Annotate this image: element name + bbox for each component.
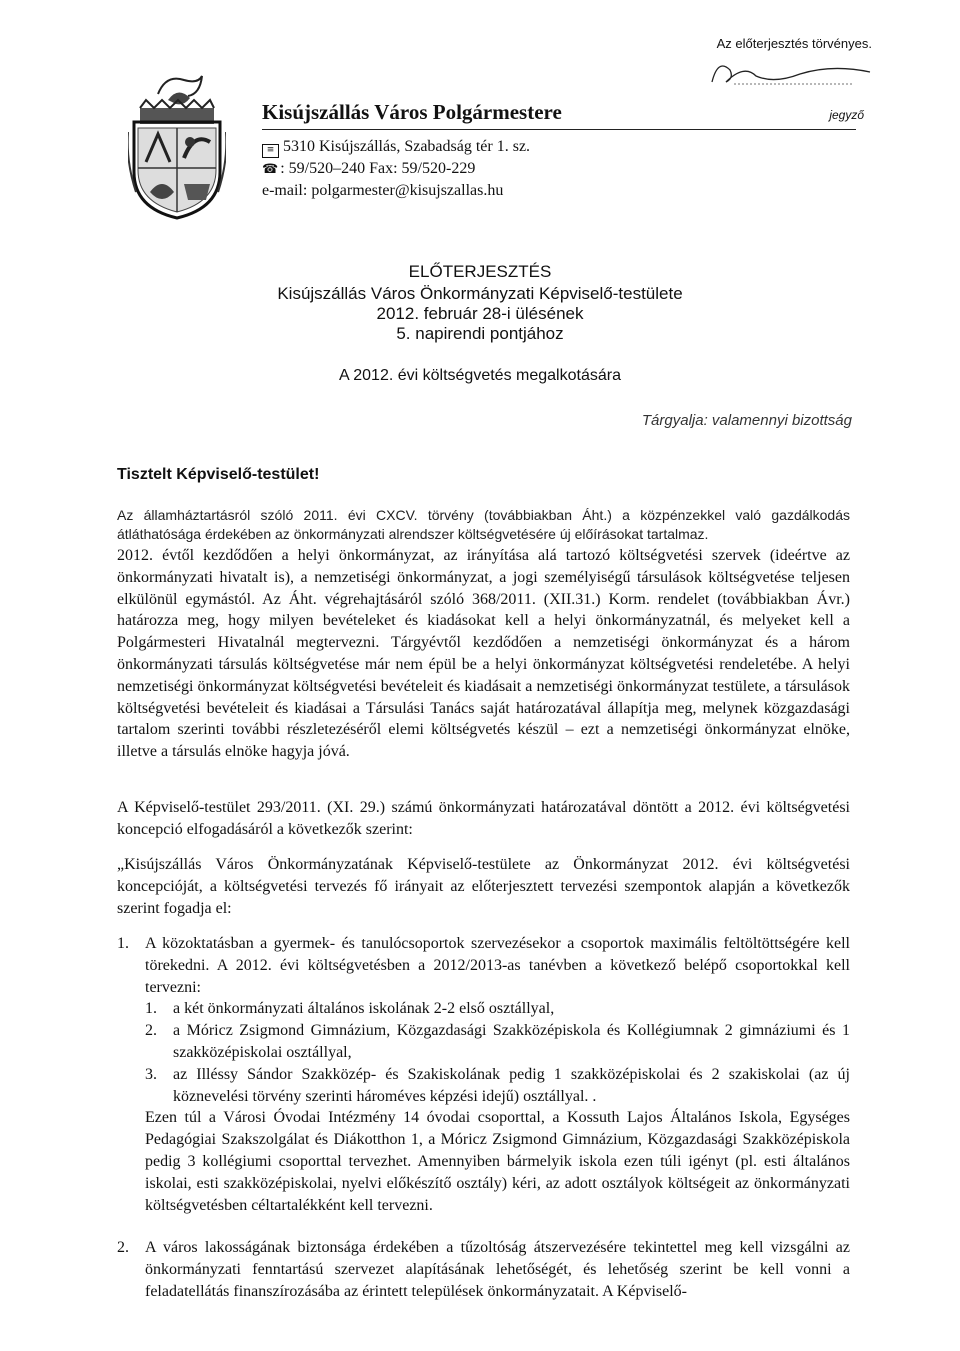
list-item-note: Ezen túl a Városi Óvodai Intézmény 14 óvodai csoporttal, a Kossuth Lajos Általános Iskola, Egységes Pedagógiai Szakszolgálat és Diákotthon 1, a Móricz Zsigmond Gimnázium, Közgazdasági Szakközépiskola pedig 3 kollégiumi csoporttal tervezhet. Amennyiben bármelyik iskola ezen túli igényt (pl. esti általános iskolai, esti szakközépiskolai, nyelvi előkészítő osztály) kéri, az adott osztályok költségeit az önkormányzati költségvetésben céltartalékként kell tervezni. (145, 1109, 850, 1214)
intro-paragraph: Az államháztartásról szóló 2011. évi CXCV. törvény (továbbiakban Áht.) a közpénzekkel való gazdálkodás átláthatósága érdekében az önkormányzati alrendszer költségvetésére új előírásokat tartalmaz. (117, 507, 850, 542)
council-name: Kisújszállás Város Önkormányzati Képviselő-testülete (277, 284, 683, 303)
sub-list-item: 3. az Illéssy Sándor Szakközép- és Szakiskolának pedig 1 szakközépiskolai és 2 szakiskolai (az új köznevelési törvény szerinti hároméves képzési idejű) osztállyal. . (145, 1065, 850, 1105)
document-subject: A 2012. évi költségvetés megalkotására (339, 367, 621, 384)
list-item: 2. A város lakosságának biztonsága érdekében a tűzoltóság átszervezésére tekintettel meg kell vizsgálni az önkormányzati fenntartású szervezet alapításának lehetőségét, és lehetőség szerint be kell vonni a feladatellátás finanszírozásába az érintett települések önkormányzatait. A Képviselő- (117, 1239, 850, 1300)
agenda-item: 5. napirendi pontjához (396, 324, 564, 343)
meeting-date: 2012. február 28-i ülésének (376, 304, 584, 323)
title-block (0, 262, 960, 344)
concept-list (117, 933, 850, 1303)
letterhead (262, 100, 562, 131)
budget-structure-paragraph: 2012. évtől kezdődően a helyi önkormányzat, az irányítása alá tartozó költségvetési szervek (ideértve az önkormányzati hivatalt is), a nemzetiségi önkormányzat, a jogi személyiségű társulások költségvetése teljesen elkülönül egymástól. Az Áht. végrehajtásáról szóló 368/2011. (XII.31.) Korm. rendelet (továbbiakban Ávr.) határozza meg, hogy milyen bevételeket és kiadásokat kell a helyi önkormányzatnál, és melyeket kell a Polgármesteri Hivatalnál megtervezni. Tárgyévtől kezdődően a nemzetiségi önkormányzat és a három önkormányzati társulás költségvetése már nem épül be a helyi önkormányzat költségvetési rendeletébe. A helyi nemzetiségi önkormányzat költségvetési bevételeit és kiadásait a nemzetiségi önkormányzat testülete, a társulások költségvetési bevételeit és kiadásai a Társulási Tanács saját határozatával állapítja meg, melynek közgazdasági tartalom szerinti további részletezéséről elemi költségvetés készül – ezt a nemzetiségi önkormányzat elnöke, illetve a társulás elnöke hagyja jóvá. (117, 547, 850, 761)
document-type: ELŐTERJESZTÉS (408, 262, 552, 281)
quote-paragraph: „Kisújszállás Város Önkormányzatának Képviselő-testülete az Önkormányzat 2012. évi költségvetési koncepcióját, a költségvetési tervezés fő irányait az előterjesztett tervezési szempontok alapján a következők szerint fogadja el: (117, 856, 850, 917)
address-line: ≡ 5310 Kisújszállás, Szabadság tér 1. sz. (262, 136, 530, 158)
committee-note: Tárgyalja: valamennyi bizottság (641, 412, 852, 429)
signature-icon (704, 54, 874, 90)
sub-list-item: 2. a Móricz Zsigmond Gimnázium, Közgazdasági Szakközépiskola és Kollégiumnak 2 gimnáziumi és 1 szakközépiskolai osztállyal, (145, 1022, 850, 1061)
decision-paragraph: A Képviselő-testület 293/2011. (XI. 29.) számú önkormányzati határozatával döntött a 2012. évi költségvetési koncepció elfogadásáról a következők szerint: (117, 799, 850, 838)
mail-box-icon: ≡ (262, 144, 279, 158)
telephone-icon: ☎ (262, 162, 279, 177)
sub-list-item: 1. a két önkormányzati általános iskolának 2-2 első osztállyal, (145, 1000, 555, 1018)
email-line: e-mail: polgarmester@kisujszallas.hu (262, 182, 504, 199)
list-item: 1. A közoktatásban a gyermek- és tanulócsoportok szervezésekor a csoportok maximális feltöltöttségére kell törekedni. A 2012. évi költségvetésben a 2012/2013-as tanévben a következő belépő csoportokkal kell tervezni: 1. a két önkormányzati általános iskolának 2-2 első osztállyal, 2. a Móricz Zsigmond Gimnázium, Közgazdasági Szakközépiskola és Kollégiumnak 2 gimnáziumi és 1 szakközépiskolai osztállyal, 3. az Illéssy Sándor Szakközép- és Szakiskolának pedig 1 szakközépiskolai és 2 szakiskolai (az új köznevelési törvény szerinti hároméves képzési idejű) osztállyal. . Ezen túl a Városi Óvodai Intézmény 14 óvodai csoporttal, a Kossuth Lajos Általános Iskola, Egységes Pedagógiai Szakszolgálat és Diákotthon 1, a Móricz Zsigmond Gimnázium, Közgazdasági Szakközépiskola pedig 3 kollégiumi csoporttal tervezhet. Amennyiben bármelyik iskola ezen túli igényt (pl. esti általános iskolai, esti szakközépiskolai, nyelvi előkészítő osztály) kéri, az adott osztályok költségeit az önkormányzati költségvetésben céltartalékként kell tervezni. (117, 933, 850, 1216)
salutation: Tisztelt Képviselő-testület! (117, 466, 320, 483)
org-name: Kisújszállás Város Polgármestere (262, 100, 562, 124)
signature-title: jegyző (829, 108, 864, 122)
phone-line: ☎ : 59/520–240 Fax: 59/520-229 (262, 158, 475, 181)
header-divider (262, 129, 856, 130)
legality-note: Az előterjesztés törvényes. (716, 36, 872, 51)
coat-of-arms-icon (128, 72, 226, 220)
